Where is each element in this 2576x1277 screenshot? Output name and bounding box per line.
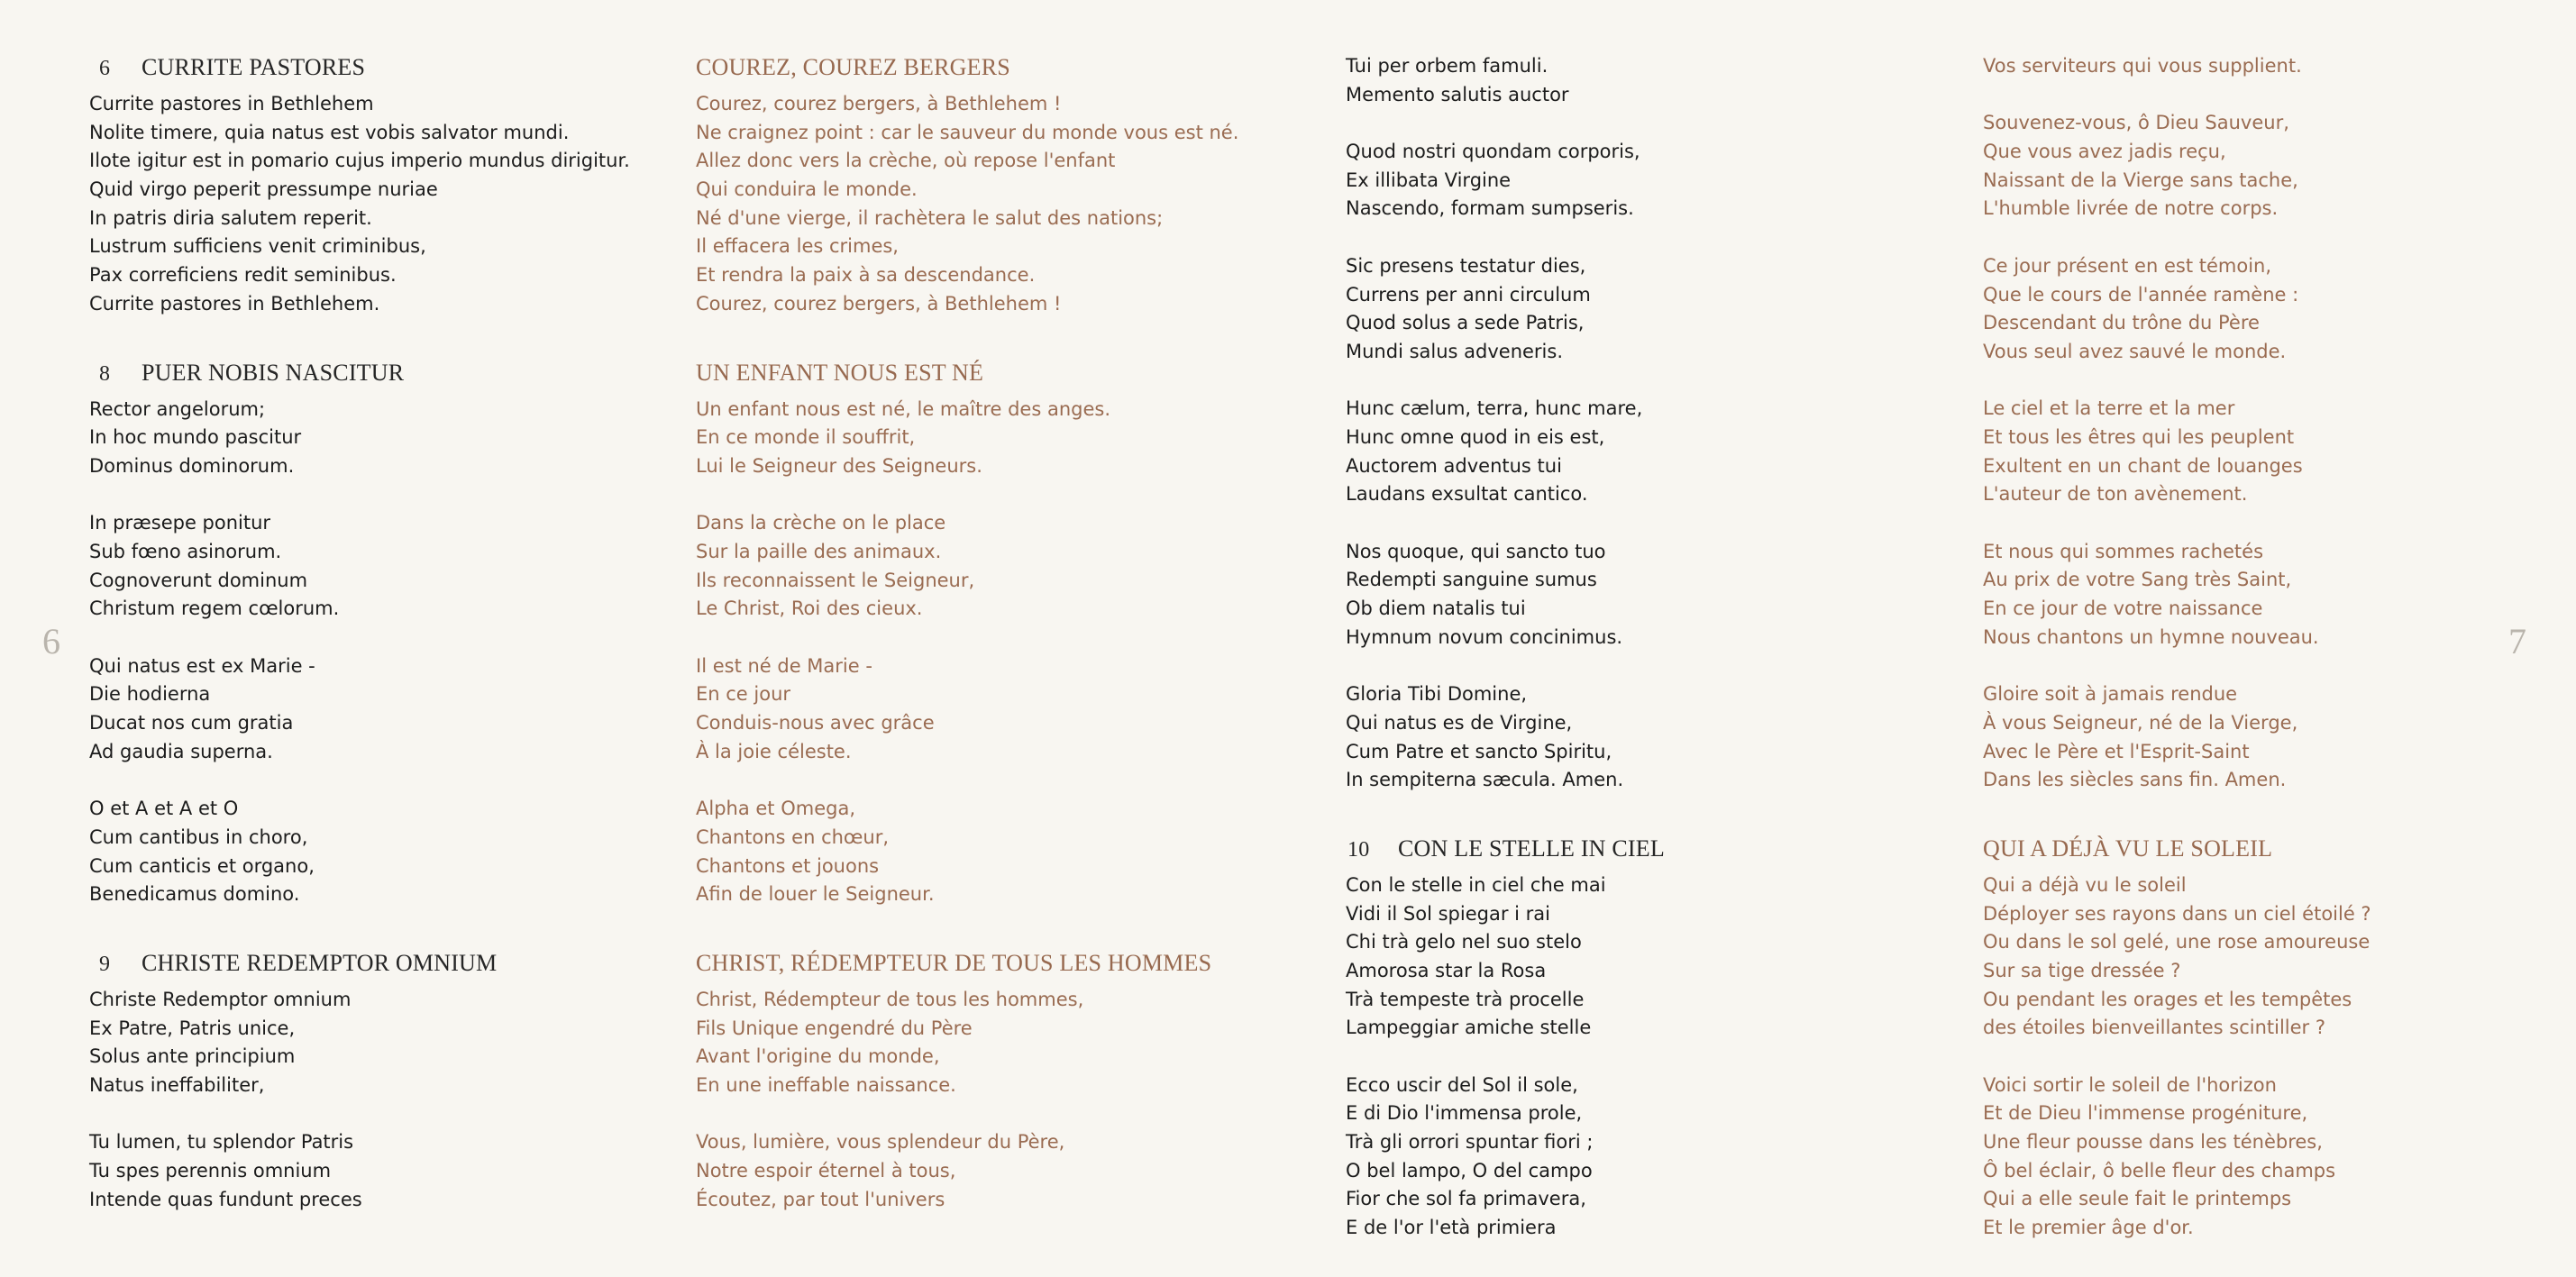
lyrics	[696, 90, 1273, 319]
lyric-line: Alpha et Omega,	[696, 798, 855, 820]
lyric-line: Vos serviteurs qui vous supplient.	[1983, 55, 2302, 77]
stanza-break	[1983, 81, 2560, 110]
lyric-line: Cognoverunt dominum	[89, 569, 308, 591]
lyric-line: Et tous les êtres qui les peuplent	[1983, 425, 2295, 448]
lyric-line: Trà gli orrori spuntar fiori ;	[1346, 1131, 1594, 1154]
lyric-line: Qui a elle seule fait le printemps	[1983, 1188, 2292, 1210]
song-section	[89, 52, 666, 319]
lyric-line: Christ, Rédempteur de tous les hommes,	[696, 988, 1084, 1010]
song-section	[89, 948, 666, 1215]
song-heading	[89, 52, 666, 83]
lyric-line: Gloria Tibi Domine,	[1346, 683, 1528, 706]
stanza-break	[1346, 109, 1923, 138]
lyric-line: Sub fœno asinorum.	[89, 540, 282, 562]
lyric-line: Vous seul avez sauvé le monde.	[1983, 340, 2287, 362]
lyric-line: Il effacera les crimes,	[696, 235, 899, 258]
lyric-line: Voici sortir le soleil de l'horizon	[1983, 1073, 2277, 1096]
song-section	[696, 948, 1273, 1215]
stanza-break	[1983, 1043, 2560, 1072]
lyric-line: Quid virgo peperit pressumpe nuriae	[89, 178, 438, 201]
column-latin-left	[89, 52, 666, 1214]
lyric-line: Chantons et jouons	[696, 854, 880, 877]
lyric-line: Ou dans le sol gelé, une rose amoureuse	[1983, 931, 2370, 953]
stanza-break	[1983, 223, 2560, 252]
lyric-line: In hoc mundo pascitur	[89, 426, 302, 449]
lyrics	[89, 90, 666, 319]
song-heading	[696, 948, 1273, 979]
section-spacer	[1346, 795, 1923, 834]
lyric-line: Amorosa star la Rosa	[1346, 959, 1547, 981]
lyric-line: Chantons en chœur,	[696, 825, 890, 848]
lyric-line: Pax correficiens redit seminibus.	[89, 264, 397, 287]
section-spacer	[89, 909, 666, 948]
song-heading	[696, 358, 1273, 388]
lyric-line: Lustrum sufficiens venit criminibus,	[89, 235, 426, 258]
lyric-line: Nos quoque, qui sancto tuo	[1346, 540, 1606, 562]
lyric-line: Sur sa tige dressée ?	[1983, 959, 2181, 981]
lyric-line: Naissant de la Vierge sans tache,	[1983, 169, 2298, 191]
stanza-break	[89, 1100, 666, 1129]
lyric-line: Et de Dieu l'immense progéniture,	[1983, 1102, 2308, 1125]
lyric-line: À la joie céleste.	[696, 740, 852, 762]
column-french-left	[696, 52, 1273, 1214]
lyric-line: Conduis-nous avec grâce	[696, 712, 935, 734]
stanza-break	[1983, 509, 2560, 538]
lyric-line: Tu spes perennis omnium	[89, 1160, 332, 1181]
lyric-line: Redempti sanguine sumus	[1346, 569, 1597, 591]
lyric-line: Cum canticis et organo,	[89, 854, 315, 877]
lyric-line: En ce monde il souffrit,	[696, 426, 916, 449]
lyric-line: Cum cantibus in choro,	[89, 825, 308, 848]
lyric-line: Rector angelorum;	[89, 397, 266, 420]
lyric-line: Notre espoir éternel à tous,	[696, 1160, 956, 1181]
lyric-line: Die hodierna	[89, 683, 211, 706]
lyric-line: Que le cours de l'année ramène :	[1983, 283, 2299, 306]
lyric-line: Dominus dominorum.	[89, 454, 295, 477]
song-title: CON LE STELLE IN CIEL	[1398, 835, 1665, 862]
lyric-line: Souvenez-vous, ô Dieu Sauveur,	[1983, 112, 2289, 134]
lyric-line: Fils Unique engendré du Père	[696, 1017, 973, 1039]
lyric-line: In patris diria salutem reperit.	[89, 206, 372, 229]
song-section	[696, 358, 1273, 909]
lyric-line: Et le premier âge d'or.	[1983, 1217, 2194, 1239]
stanza-break	[1346, 1043, 1923, 1072]
song-title: CURRITE PASTORES	[142, 54, 366, 80]
lyric-line: Lampeggiar amiche stelle	[1346, 1017, 1592, 1039]
stanza-break	[1983, 652, 2560, 680]
lyric-line: Sic presens testatur dies,	[1346, 254, 1586, 277]
lyrics	[696, 396, 1273, 909]
lyric-line: Ce jour présent en est témoin,	[1983, 254, 2272, 277]
song-section	[1346, 834, 1923, 1243]
song-section	[696, 52, 1273, 319]
lyric-line: Ne craignez point : car le sauveur du monde vous est né.	[696, 121, 1239, 143]
lyric-line: Ô bel éclair, ô belle fleur des champs	[1983, 1159, 2336, 1181]
lyric-line: Afin de louer le Seigneur.	[696, 883, 935, 906]
section-spacer	[696, 319, 1273, 358]
lyric-line: Christe Redemptor omnium	[89, 988, 352, 1010]
lyric-line: Fior che sol fa primavera,	[1346, 1188, 1586, 1210]
lyric-line: Exultent en un chant de louanges	[1983, 454, 2303, 477]
song-section	[1983, 52, 2560, 795]
song-title: UN ENFANT NOUS EST NÉ	[696, 359, 984, 386]
song-title: COUREZ, COUREZ BERGERS	[696, 54, 1010, 80]
lyric-line: Allez donc vers la crèche, où repose l'enfant	[696, 150, 1116, 172]
stanza-break	[696, 766, 1273, 795]
page-number-right: 7	[2508, 621, 2526, 661]
lyric-line: Qui natus est ex Marie -	[89, 654, 315, 677]
song-section	[1983, 834, 2560, 1243]
lyric-line: Dans la crèche on le place	[696, 512, 946, 534]
lyric-line: Memento salutis auctor	[1346, 83, 1569, 105]
lyric-line: Trà tempeste trà procelle	[1346, 988, 1585, 1010]
lyric-line: Dans les siècles sans fin. Amen.	[1983, 769, 2287, 791]
lyric-line: Le ciel et la terre et la mer	[1983, 397, 2235, 420]
lyric-line: Currens per anni circulum	[1346, 283, 1591, 306]
song-title: QUI A DÉJÀ VU LE SOLEIL	[1983, 835, 2273, 862]
lyric-line: Il est né de Marie -	[696, 654, 872, 677]
stanza-break	[1346, 652, 1923, 680]
stanza-break	[696, 481, 1273, 510]
section-spacer	[89, 319, 666, 358]
lyric-line: Ad gaudia superna.	[89, 740, 273, 762]
stanza-break	[696, 1100, 1273, 1129]
lyric-line: Au prix de votre Sang très Saint,	[1983, 569, 2292, 591]
section-spacer	[696, 909, 1273, 948]
lyric-line: Hymnum novum concinimus.	[1346, 625, 1623, 648]
lyric-line: Une fleur pousse dans les ténèbres,	[1983, 1131, 2323, 1154]
lyric-line: Tui per orbem famuli.	[1346, 55, 1548, 77]
song-heading	[89, 948, 666, 979]
lyric-line: Gloire soit à jamais rendue	[1983, 683, 2238, 706]
column-french-right	[1983, 52, 2560, 1243]
lyric-line: En ce jour de votre naissance	[1983, 597, 2263, 620]
lyric-line: Un enfant nous est né, le maître des anges.	[696, 397, 1111, 420]
stanza-break	[1346, 509, 1923, 538]
lyric-line: Ex Patre, Patris unice,	[89, 1017, 296, 1039]
lyric-line: L'auteur de ton avènement.	[1983, 483, 2248, 506]
lyric-line: Quod nostri quondam corporis,	[1346, 141, 1640, 163]
lyrics	[1983, 871, 2560, 1243]
lyric-line: Lui le Seigneur des Seigneurs.	[696, 454, 982, 477]
lyric-line: Avec le Père et l'Esprit-Saint	[1983, 740, 2250, 762]
song-heading	[1983, 834, 2560, 864]
lyric-line: Ilote igitur est in pomario cujus imperio mundus dirigitur.	[89, 150, 630, 172]
lyric-line: Vidi il Sol spiegar i rai	[1346, 902, 1550, 925]
lyric-line: Ecco uscir del Sol il sole,	[1346, 1073, 1578, 1096]
page-number-left: 6	[42, 621, 60, 661]
lyric-line: Currite pastores in Bethlehem.	[89, 292, 380, 315]
lyric-line: Chi trà gelo nel suo stelo	[1346, 931, 1582, 953]
lyric-line: Ducat nos cum gratia	[89, 712, 294, 734]
song-heading	[1346, 834, 1923, 864]
song-section	[89, 358, 666, 909]
lyric-line: Et nous qui sommes rachetés	[1983, 540, 2264, 562]
song-title: PUER NOBIS NASCITUR	[142, 359, 405, 386]
lyric-line: Ob diem natalis tui	[1346, 597, 1526, 620]
lyric-line: Quod solus a sede Patris,	[1346, 312, 1585, 334]
lyric-line: Avant l'origine du monde,	[696, 1045, 940, 1068]
lyric-line: Écoutez, par tout l'univers	[696, 1188, 945, 1210]
lyric-line: O et A et A et O	[89, 798, 239, 820]
lyric-line: Sur la paille des animaux.	[696, 540, 942, 562]
lyric-line: Intende quas fundunt preces	[89, 1188, 362, 1210]
song-number: 6	[99, 57, 111, 80]
lyric-line: Hunc omne quod in eis est,	[1346, 425, 1605, 448]
lyric-line: Laudans exsultat cantico.	[1346, 483, 1588, 506]
lyric-line: E di Dio l'immensa prole,	[1346, 1102, 1583, 1125]
song-title: CHRISTE REDEMPTOR OMNIUM	[142, 949, 498, 976]
lyrics	[1346, 52, 1923, 795]
lyrics	[89, 986, 666, 1215]
lyric-line: Hunc cælum, terra, hunc mare,	[1346, 397, 1643, 420]
lyric-line: En une ineffable naissance.	[696, 1073, 956, 1096]
lyrics	[1983, 52, 2560, 795]
lyric-line: Nous chantons un hymne nouveau.	[1983, 625, 2319, 648]
song-number: 9	[99, 952, 111, 976]
song-number: 10	[1347, 837, 1370, 862]
lyric-line: À vous Seigneur, né de la Vierge,	[1983, 711, 2298, 734]
stanza-break	[1983, 367, 2560, 396]
lyric-line: Qui conduira le monde.	[696, 178, 918, 201]
song-heading	[696, 52, 1273, 83]
lyric-line: In sempiterna sæcula. Amen.	[1346, 769, 1624, 791]
lyric-line: Courez, courez bergers, à Bethlehem !	[696, 93, 1062, 114]
lyric-line: Currite pastores in Bethlehem	[89, 93, 374, 114]
lyric-line: Ex illibata Virgine	[1346, 169, 1512, 191]
song-heading	[89, 358, 666, 388]
lyric-line: En ce jour	[696, 683, 791, 706]
lyric-line: O bel lampo, O del campo	[1346, 1159, 1593, 1181]
lyric-line: Mundi salus adveneris.	[1346, 340, 1564, 362]
lyric-line: Tu lumen, tu splendor Patris	[89, 1131, 354, 1154]
lyric-line: Benedicamus domino.	[89, 883, 300, 906]
lyric-line: Con le stelle in ciel che mai	[1346, 873, 1606, 896]
lyric-line: Auctorem adventus tui	[1346, 454, 1562, 477]
stanza-break	[1346, 223, 1923, 252]
stanza-break	[89, 766, 666, 795]
lyric-line: Ils reconnaissent le Seigneur,	[696, 569, 975, 591]
lyric-line: Cum Patre et sancto Spiritu,	[1346, 740, 1612, 762]
column-latin-right	[1346, 52, 1923, 1243]
lyrics	[89, 396, 666, 909]
lyric-line: Que vous avez jadis reçu,	[1983, 141, 2226, 163]
lyric-line: Descendant du trône du Père	[1983, 312, 2260, 334]
lyrics	[696, 986, 1273, 1215]
lyric-line: Natus ineffabiliter,	[89, 1073, 265, 1096]
lyrics	[1346, 871, 1923, 1243]
stanza-break	[1346, 367, 1923, 396]
song-section	[1346, 52, 1923, 795]
lyric-line: Courez, courez bergers, à Bethlehem !	[696, 292, 1062, 315]
stanza-break	[89, 624, 666, 652]
lyric-line: Né d'une vierge, il rachètera le salut des nations;	[696, 206, 1164, 229]
section-spacer	[1983, 795, 2560, 834]
stanza-break	[89, 481, 666, 510]
stanza-break	[696, 624, 1273, 652]
lyric-line: Christum regem cœlorum.	[89, 597, 340, 620]
lyric-line: Nascendo, formam sumpseris.	[1346, 197, 1634, 220]
lyric-line: des étoiles bienveillantes scintiller ?	[1983, 1017, 2326, 1039]
lyric-line: Le Christ, Roi des cieux.	[696, 597, 923, 620]
song-title: CHRIST, RÉDEMPTEUR DE TOUS LES HOMMES	[696, 949, 1212, 976]
lyric-line: E de l'or l'età primiera	[1346, 1217, 1557, 1239]
lyric-line: Ou pendant les orages et les tempêtes	[1983, 988, 2352, 1010]
lyric-line: Et rendra la paix à sa descendance.	[696, 264, 1036, 287]
lyric-line: L'humble livrée de notre corps.	[1983, 197, 2279, 220]
lyric-line: Nolite timere, quia natus est vobis salvator mundi.	[89, 121, 570, 143]
lyric-line: Qui natus es de Virgine,	[1346, 711, 1573, 734]
lyric-line: Déployer ses rayons dans un ciel étoilé ?	[1983, 902, 2371, 925]
song-number: 8	[99, 361, 111, 386]
lyric-line: Solus ante principium	[89, 1045, 296, 1068]
lyric-line: Vous, lumière, vous splendeur du Père,	[696, 1131, 1065, 1154]
lyric-line: In præsepe ponitur	[89, 512, 271, 534]
lyric-line: Qui a déjà vu le soleil	[1983, 873, 2187, 896]
